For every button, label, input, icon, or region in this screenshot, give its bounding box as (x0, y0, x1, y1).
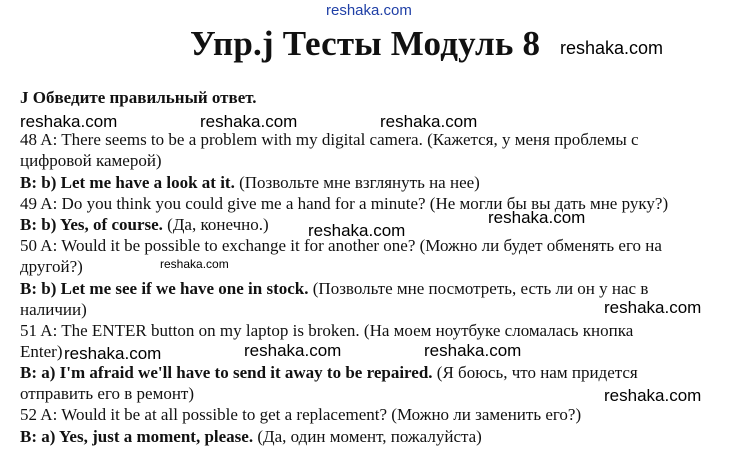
text-line: B: a) I'm afraid we'll have to send it away to be repaired. (Я боюсь, что нам придется (20, 363, 638, 382)
watermark: reshaka.com (604, 386, 702, 405)
watermark: reshaka.com (380, 112, 478, 131)
watermark-top: reshaka.com (326, 2, 412, 19)
text-line: B: b) Yes, of course. (Да, конечно.) (20, 215, 269, 234)
page-title: Упр.j Тесты Модуль 8 (190, 24, 541, 63)
watermark: reshaka.com (308, 221, 406, 240)
text-line: 51 A: The ENTER button on my laptop is broken. (На моем ноутбуке сломалась кнопка (20, 321, 634, 340)
instruction-heading: J Обведите правильный ответ. (20, 88, 257, 107)
watermark: reshaka.com (200, 112, 298, 131)
watermark-title: reshaka.com (560, 38, 664, 58)
text-line: 49 A: Do you think you could give me a hand for a minute? (Не могли бы вы дать мне руку?) (20, 194, 669, 213)
watermark: reshaka.com (244, 341, 342, 360)
text-line: 50 A: Would it be possible to exchange it for another one? (Можно ли будет обменять его на (20, 236, 662, 255)
text-line: 52 A: Would it be at all possible to get a replacement? (Можно ли заменить его?) (20, 405, 582, 424)
text-line: B: b) Let me see if we have one in stock. (Позвольте мне посмотреть, есть ли он у нас в (20, 279, 649, 298)
text-line: Enter) (20, 342, 63, 361)
text-line: другой?) (20, 257, 83, 276)
watermark: reshaka.com (604, 298, 702, 317)
watermark-small: reshaka.com (160, 257, 229, 271)
text-line: отправить его в ремонт) (20, 384, 195, 403)
watermark: reshaka.com (488, 208, 586, 227)
watermark: reshaka.com (20, 112, 118, 131)
watermark: reshaka.com (424, 341, 522, 360)
text-line: 48 A: There seems to be a problem with my digital camera. (Кажется, у меня проблемы с (20, 130, 639, 149)
watermark: reshaka.com (64, 344, 162, 363)
text-line: B: b) Let me have a look at it. (Позвольте мне взглянуть на нее) (20, 173, 480, 192)
text-line: B: a) Yes, just a moment, please. (Да, один момент, пожалуйста) (20, 427, 482, 446)
text-line: наличии) (20, 300, 87, 319)
text-line: цифровой камерой) (20, 151, 162, 170)
